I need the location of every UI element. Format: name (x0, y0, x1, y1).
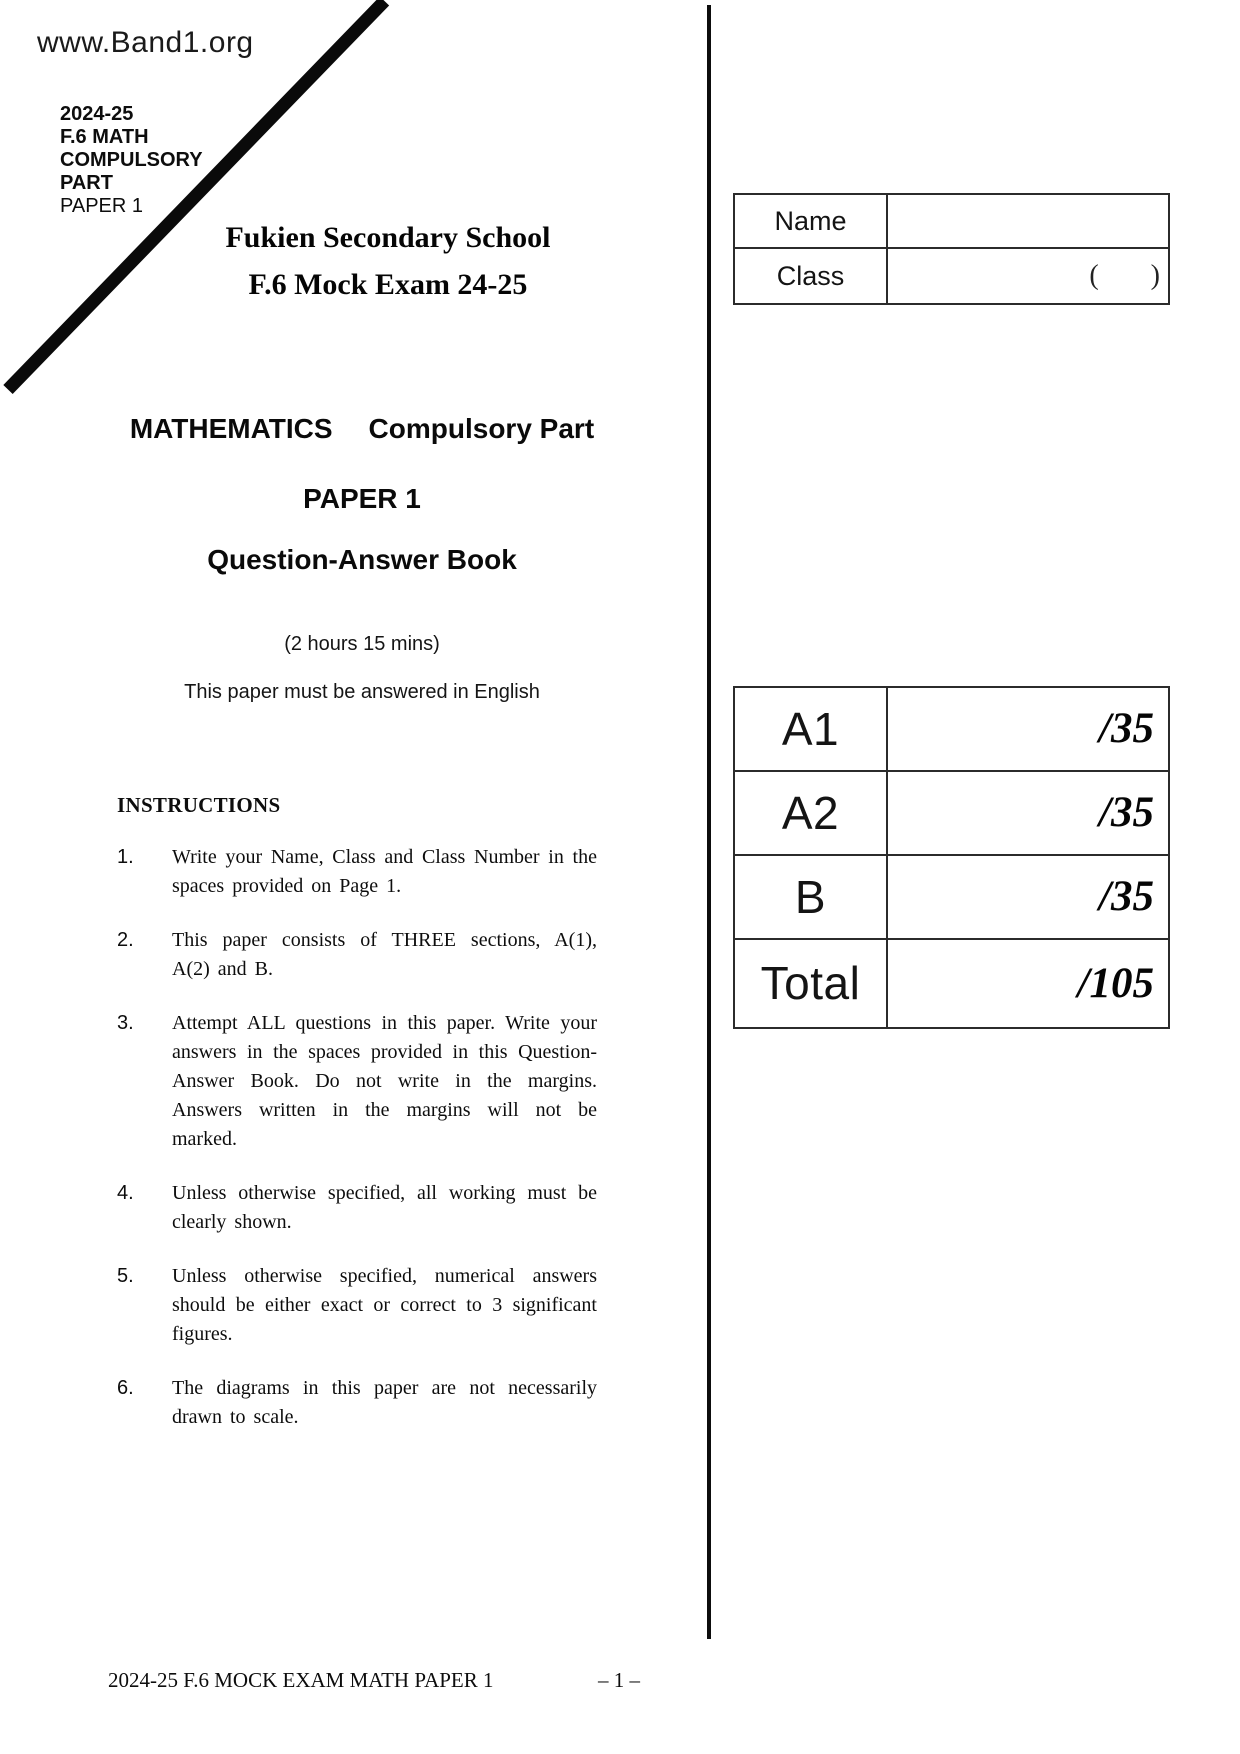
exam-info-paper: PAPER 1 (60, 195, 143, 217)
exam-info-block (60, 103, 203, 218)
instruction-item (117, 843, 607, 901)
instruction-text: Write your Name, Class and Class Number in the spaces provided on Page 1. (172, 846, 597, 897)
score-row-a1 (735, 688, 1168, 772)
class-paren-close: ) (1150, 260, 1160, 291)
name-value-field[interactable] (888, 195, 1168, 247)
class-paren-open: ( (1089, 260, 1099, 291)
score-table (733, 686, 1170, 1029)
name-label: Name (735, 195, 888, 247)
score-label-a2: A2 (735, 772, 888, 854)
instruction-item (117, 1009, 607, 1154)
exam-info-compulsory: COMPULSORY (60, 149, 203, 171)
score-max-b: /35 (1099, 873, 1154, 921)
subject-part: Compulsory Part (368, 413, 595, 444)
score-row-total (735, 940, 1168, 1027)
book-heading: Question-Answer Book (207, 544, 517, 575)
score-label-b: B (735, 856, 888, 938)
instruction-number: 5. (117, 1265, 134, 1287)
instruction-item (117, 926, 607, 984)
instruction-number: 6. (117, 1377, 134, 1399)
school-title-block (188, 214, 588, 308)
class-row (735, 249, 1168, 303)
school-name: Fukien Secondary School (225, 221, 551, 254)
score-label-a1: A1 (735, 688, 888, 770)
page-number: – 1 – (598, 1668, 640, 1692)
instruction-number: 3. (117, 1012, 134, 1034)
score-row-b (735, 856, 1168, 940)
instruction-text: The diagrams in this paper are not necessarily drawn to scale. (172, 1377, 597, 1428)
instruction-item (117, 1179, 607, 1237)
class-value-field[interactable] (888, 249, 1168, 303)
instruction-text: Attempt ALL questions in this paper. Write your answers in the spaces provided in this Question-Answer Book. Do not write in the margins. Answers written in the margins will not be marked. (172, 1012, 597, 1150)
score-max-a2: /35 (1099, 789, 1154, 837)
exam-info-subject: F.6 MATH (60, 126, 149, 148)
instruction-text: This paper consists of THREE sections, A(1), A(2) and B. (172, 929, 597, 980)
name-row (735, 195, 1168, 249)
exam-info-year: 2024-25 (60, 103, 134, 125)
student-info-table (733, 193, 1170, 305)
mock-exam-title: F.6 Mock Exam 24-25 (248, 268, 528, 301)
instructions-section (117, 793, 607, 1432)
instruction-number: 1. (117, 846, 134, 868)
instructions-heading: INSTRUCTIONS (117, 793, 281, 817)
exam-info-part: PART (60, 172, 113, 194)
instruction-number: 4. (117, 1182, 134, 1204)
footer-exam-title: 2024-25 F.6 MOCK EXAM MATH PAPER 1 (108, 1668, 494, 1692)
subject-heading (0, 413, 724, 445)
instruction-item (117, 1374, 607, 1432)
instruction-number: 2. (117, 929, 134, 951)
instruction-text: Unless otherwise specified, all working must be clearly shown. (172, 1182, 597, 1233)
score-label-total: Total (735, 940, 888, 1027)
score-max-a1: /35 (1099, 705, 1154, 753)
watermark-url: www.Band1.org (37, 26, 254, 59)
instruction-item (117, 1262, 607, 1349)
class-label: Class (735, 249, 888, 303)
subject-name: MATHEMATICS (129, 413, 333, 444)
score-max-total: /105 (1077, 959, 1154, 1007)
paper-heading: PAPER 1 (303, 483, 421, 514)
instruction-text: Unless otherwise specified, numerical answers should be either exact or correct to 3 significant figures. (172, 1265, 597, 1345)
language-note: This paper must be answered in English (184, 681, 540, 703)
duration-note: (2 hours 15 mins) (284, 633, 440, 655)
margin-divider-line (707, 5, 711, 1639)
score-row-a2 (735, 772, 1168, 856)
